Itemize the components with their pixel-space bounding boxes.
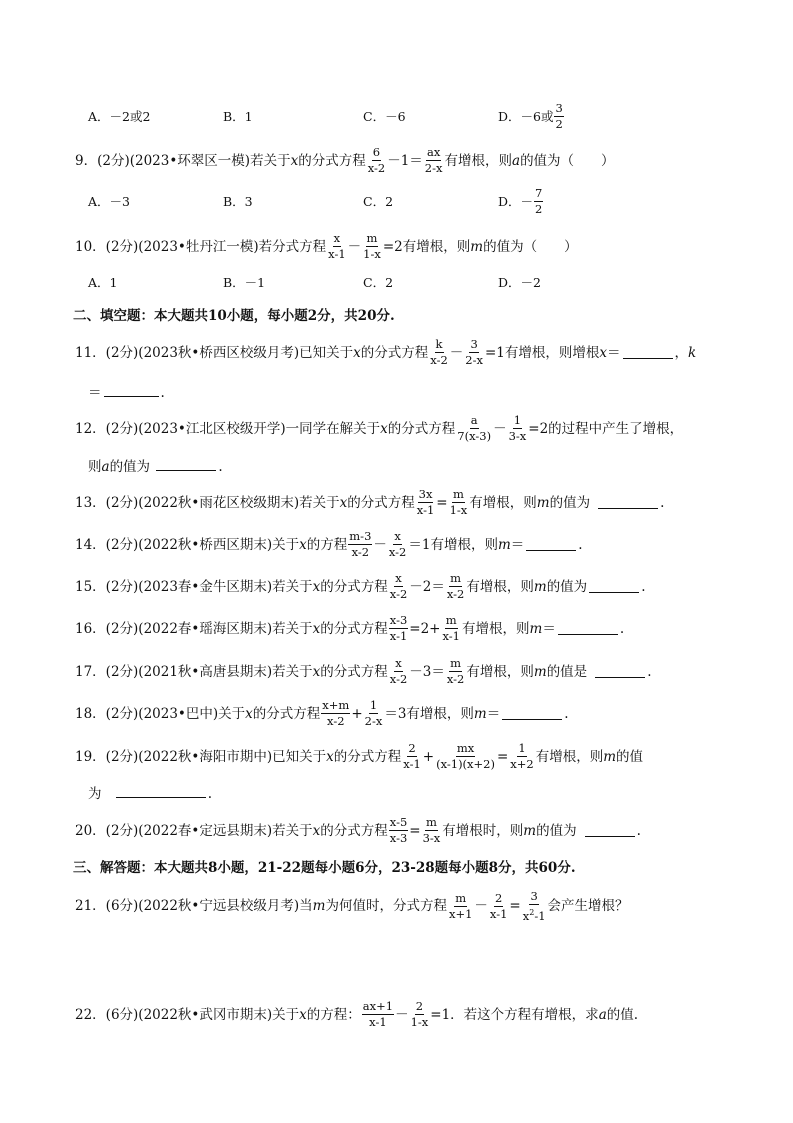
- q11-var3: k: [688, 344, 697, 361]
- question-17: [75, 657, 753, 686]
- q10-op: －: [347, 238, 362, 255]
- den-tail: -1: [534, 908, 546, 923]
- q17-end: .: [647, 663, 652, 680]
- q13-var2: m: [536, 494, 550, 511]
- fraction-denominator: 3-x: [508, 429, 527, 443]
- q20-suffix2: 的值为: [536, 822, 577, 839]
- fraction-denominator: 2-x: [364, 714, 383, 728]
- section-2-heading: 二、填空题：本大题共10小题，每小题2分，共20分.: [73, 308, 395, 324]
- q22-fraction-1: [362, 1000, 394, 1029]
- q12-prefix: 12．(2分)(2023•江北区校级开学)一同学在解关于: [75, 420, 381, 437]
- q16-fraction-1: [389, 614, 409, 643]
- fraction-numerator: x-3: [389, 613, 408, 627]
- q11-eq: ＝: [607, 344, 621, 361]
- q12-cont-prefix: 则: [88, 459, 102, 475]
- fraction-denominator: x-2: [389, 672, 408, 686]
- q19-end: .: [207, 786, 213, 802]
- fraction-numerator: m: [452, 487, 464, 501]
- q10-options: [88, 264, 728, 300]
- q20-fraction-2: [422, 816, 442, 845]
- fraction-denominator: 2: [535, 201, 543, 216]
- fraction-numerator: 3: [470, 337, 478, 351]
- q22-fraction-2: [410, 1000, 430, 1029]
- q12-continuation: [88, 455, 223, 475]
- answer-blank[interactable]: [585, 824, 635, 837]
- answer-blank[interactable]: [116, 785, 206, 798]
- q14-fraction-1: [348, 530, 372, 559]
- fraction-numerator: k: [435, 337, 443, 351]
- section-3-heading: 三、解答题：本大题共8小题，21-22题每小题6分，23-28题每小题8分，共60分.: [73, 860, 576, 876]
- fraction-numerator: 1: [518, 741, 526, 755]
- q8-option-d: [498, 98, 565, 134]
- answer-blank[interactable]: [598, 496, 658, 509]
- question-19: [75, 742, 753, 771]
- q20-var2: m: [523, 822, 537, 839]
- q21-prefix: 21．(6分)(2022秋•宁远县校级月考)当: [75, 898, 313, 915]
- fraction-numerator: 1: [369, 698, 378, 712]
- fraction-numerator: 2: [408, 741, 416, 755]
- q15-fraction-2: [446, 572, 466, 601]
- fraction-numerator: mx: [456, 741, 475, 755]
- q8-options: [88, 98, 728, 134]
- fraction-denominator: 2-x: [424, 161, 443, 175]
- q8-option-c: C．－6: [363, 109, 406, 124]
- fraction-numerator: x: [395, 656, 402, 670]
- question-22: [75, 1000, 753, 1029]
- q21-mid: 为何值时，分式方程: [325, 898, 447, 915]
- fraction-denominator: x-2: [327, 714, 345, 728]
- q12-op: －: [493, 420, 507, 437]
- q20-var: x: [312, 822, 321, 839]
- q11-prefix: 11．(2分)(2023秋•桥西区校级月考)已知关于: [75, 344, 354, 361]
- q9-var2: a: [512, 152, 521, 169]
- fraction-numerator: m-3: [349, 529, 372, 543]
- q19-var: x: [326, 748, 334, 765]
- q13-end: .: [660, 494, 665, 511]
- fraction-denominator: x-1: [369, 1015, 387, 1029]
- q20-prefix: 20．(2分)(2022春•定远县期末)若关于: [75, 822, 313, 839]
- q18-var: x: [245, 705, 253, 722]
- q10-option-d: D．－2: [498, 275, 541, 290]
- q17-op: －3＝: [409, 663, 445, 680]
- fraction-denominator: 1-x: [410, 1015, 429, 1029]
- fraction-denominator: x-1: [442, 629, 460, 643]
- den-base: x: [522, 908, 530, 923]
- q12-var2: a: [101, 459, 110, 475]
- q19-op2: =: [496, 748, 509, 765]
- fraction-numerator: 7: [535, 185, 543, 200]
- q22-suffix2: 的值.: [606, 1006, 639, 1023]
- q17-var: x: [312, 663, 321, 680]
- q19-suffix1: 有增根，则: [535, 748, 604, 765]
- q10-option-b: B．－1: [223, 275, 266, 290]
- fraction-denominator: x-2: [367, 161, 386, 175]
- q13-op: =: [436, 494, 448, 511]
- q8-option-d-fraction: [554, 102, 563, 131]
- q9-options: [88, 183, 728, 219]
- q11-op: －: [449, 344, 464, 361]
- q13-fraction-2: [449, 488, 469, 517]
- q9-suffix1: 有增根，则: [444, 152, 512, 169]
- q13-fraction-1: [416, 488, 436, 517]
- q9-var: x: [290, 152, 299, 169]
- q14-suffix2: ＝: [510, 536, 525, 553]
- answer-blank[interactable]: [526, 538, 576, 551]
- q15-prefix: 15．(2分)(2023春•金牛区期末)若关于: [75, 578, 313, 595]
- q21-fraction-3: [522, 890, 547, 923]
- q8-option-d-text: D．－6或: [498, 109, 554, 124]
- question-11: [75, 338, 753, 367]
- fraction-denominator: [522, 905, 547, 923]
- fraction-denominator: 1-x: [363, 247, 381, 261]
- q11-fraction-2: [464, 338, 484, 367]
- q11-suffix: =1有增根，则增根: [484, 344, 600, 361]
- q17-fraction-2: [446, 657, 466, 686]
- fraction-denominator: x-2: [351, 545, 370, 559]
- q10-var: m: [470, 238, 484, 255]
- fraction-denominator: x-2: [388, 545, 407, 559]
- q11-continuation: [88, 381, 165, 401]
- q10-option-a: A．1: [88, 275, 118, 290]
- question-13: [75, 488, 753, 517]
- q21-suffix: 会产生增根？: [547, 898, 629, 915]
- q19-var2: m: [603, 748, 617, 765]
- q20-end: .: [636, 822, 641, 839]
- q11-mid: 的分式方程: [360, 344, 429, 361]
- answer-blank[interactable]: [623, 346, 673, 359]
- q19-op1: +: [422, 748, 435, 765]
- q11-cont-eq: ＝: [88, 385, 102, 401]
- q13-var: x: [339, 494, 348, 511]
- fraction-numerator: x: [395, 571, 402, 585]
- q11-var2: x: [599, 344, 608, 361]
- q22-var: x: [299, 1006, 307, 1023]
- q10-fraction-1: [327, 232, 347, 261]
- q19-prefix: 19．(2分)(2022秋•海阳市期中)已知关于: [75, 748, 327, 765]
- q19-fraction-3: [509, 742, 534, 771]
- fraction-numerator: a: [470, 413, 478, 427]
- fraction-denominator: x-2: [389, 587, 408, 601]
- q9-option-c: C．2: [363, 194, 394, 209]
- q14-suffix1: ＝1有增根，则: [408, 536, 498, 553]
- fraction-numerator: x-5: [389, 815, 408, 829]
- q14-mid: 的方程: [306, 536, 348, 553]
- fraction-numerator: x: [333, 231, 341, 245]
- q21-fraction-2: [489, 892, 509, 921]
- q9-option-d-fraction: [534, 187, 543, 216]
- q17-var2: m: [533, 663, 547, 680]
- q16-suffix1: 有增根，则: [462, 620, 530, 637]
- q18-prefix: 18．(2分)(2023•巴中)关于: [75, 705, 246, 722]
- question-21: [75, 890, 753, 923]
- q15-fraction-1: [389, 572, 409, 601]
- fraction-denominator: x-1: [403, 757, 421, 771]
- fraction-denominator: x-1: [416, 503, 435, 517]
- q16-var: x: [312, 620, 321, 637]
- q12-cont-suffix: 的值为: [109, 459, 151, 475]
- q9-mid: 的分式方程: [298, 152, 366, 169]
- q10-option-c: C．2: [363, 275, 394, 290]
- q8-option-a: A．－2或2: [88, 109, 151, 124]
- q20-op: =: [409, 822, 421, 839]
- q16-var2: m: [529, 620, 543, 637]
- q10-prefix: 10．(2分)(2023•牡丹江一模)若分式方程: [75, 238, 327, 255]
- q20-fraction-1: [389, 816, 409, 845]
- q14-end: .: [578, 536, 583, 553]
- q8-option-b: B．1: [223, 109, 253, 124]
- fraction-numerator: 2: [415, 999, 424, 1013]
- q11-end: .: [160, 385, 165, 401]
- fraction-numerator: 6: [372, 145, 381, 159]
- q18-suffix2: ＝: [486, 705, 501, 722]
- q9-option-d-text: D．－: [498, 194, 534, 209]
- q9-fraction-1: [367, 146, 387, 175]
- q11-sep: ，: [674, 344, 689, 361]
- fraction-denominator: x-1: [328, 247, 346, 261]
- fraction-denominator: x-2: [446, 672, 465, 686]
- q15-op: －2＝: [409, 578, 445, 595]
- q13-suffix1: 有增根，则: [469, 494, 537, 511]
- q17-suffix2: 的值是: [546, 663, 588, 680]
- q18-op: +: [351, 705, 363, 722]
- q16-prefix: 16．(2分)(2022春•瑶海区期末)若关于: [75, 620, 313, 637]
- q9-prefix: 9．(2分)(2023•环翠区一模)若关于: [75, 152, 291, 169]
- fraction-denominator: 2-x: [465, 353, 483, 367]
- q22-suffix1: =1．若这个方程有增根，求: [430, 1006, 599, 1023]
- q19-suffix2: 的值: [616, 748, 644, 765]
- question-15: [75, 572, 753, 601]
- fraction-denominator: x+2: [510, 757, 534, 771]
- q17-suffix1: 有增根，则: [466, 663, 534, 680]
- q9-suffix2: 的值为（ ）: [520, 152, 615, 169]
- fraction-denominator: x+1: [448, 906, 473, 921]
- q14-var2: m: [497, 536, 511, 553]
- answer-blank[interactable]: [502, 707, 562, 720]
- q22-var2: a: [598, 1006, 607, 1023]
- q9-option-d: [498, 183, 544, 219]
- q20-mid: 的分式方程: [320, 822, 388, 839]
- q14-prefix: 14．(2分)(2022秋•桥西区期末)关于: [75, 536, 300, 553]
- q21-op1: －: [474, 898, 488, 915]
- fraction-numerator: m: [450, 656, 462, 670]
- q22-mid: 的方程：: [306, 1006, 361, 1023]
- q15-mid: 的分式方程: [320, 578, 388, 595]
- q12-fraction-1: [456, 414, 492, 443]
- fraction-numerator: 3: [555, 100, 563, 115]
- q18-var2: m: [473, 705, 487, 722]
- answer-blank[interactable]: [589, 580, 639, 593]
- q14-op: －: [373, 536, 387, 553]
- den-exponent: 2: [529, 908, 535, 917]
- q13-suffix2: 的值为: [549, 494, 591, 511]
- q17-prefix: 17．(2分)(2021秋•高唐县期末)若关于: [75, 663, 313, 680]
- fraction-numerator: m: [455, 890, 467, 905]
- q18-suffix1: ＝3有增根，则: [384, 705, 474, 722]
- q18-fraction-2: [364, 699, 384, 728]
- q15-end: .: [641, 578, 646, 595]
- q22-op: －: [395, 1006, 409, 1023]
- answer-blank[interactable]: [156, 458, 216, 471]
- fraction-numerator: 1: [513, 413, 522, 427]
- q17-fraction-1: [389, 657, 409, 686]
- fraction-denominator: 2: [555, 116, 563, 131]
- q16-op: =2+: [409, 620, 441, 637]
- q19-cont-prefix: 为: [88, 786, 102, 802]
- q12-end: .: [218, 459, 223, 475]
- q19-continuation: [88, 782, 212, 802]
- fraction-numerator: x+m: [322, 698, 350, 712]
- answer-blank[interactable]: [558, 622, 618, 635]
- fraction-numerator: ax+1: [362, 999, 394, 1013]
- fraction-denominator: x-3: [389, 831, 408, 845]
- q21-op2: =: [509, 898, 521, 915]
- fraction-denominator: x-1: [489, 906, 508, 921]
- q15-suffix1: 有增根，则: [466, 578, 534, 595]
- question-9: [75, 146, 753, 175]
- q10-fraction-2: [362, 232, 382, 261]
- q13-mid: 的分式方程: [347, 494, 415, 511]
- q16-fraction-2: [442, 614, 462, 643]
- fraction-denominator: 3-x: [422, 831, 441, 845]
- q14-fraction-2: [388, 530, 408, 559]
- question-10: [75, 232, 753, 261]
- q9-fraction-2: [424, 146, 444, 175]
- q10-suffix2: 的值为（ ）: [483, 238, 578, 255]
- fraction-numerator: m: [450, 571, 462, 585]
- q9-minus1: －1＝: [387, 152, 423, 169]
- answer-blank[interactable]: [104, 384, 159, 397]
- question-20: [75, 816, 753, 845]
- fraction-numerator: 3x: [418, 487, 433, 501]
- q16-suffix2: ＝: [542, 620, 556, 637]
- q9-option-b: B．3: [223, 194, 253, 209]
- question-14: [75, 530, 753, 559]
- q18-end: .: [564, 705, 569, 722]
- answer-blank[interactable]: [595, 665, 645, 678]
- q11-var: x: [353, 344, 361, 361]
- question-12: [75, 414, 753, 443]
- fraction-numerator: ax: [426, 145, 441, 159]
- q18-mid: 的分式方程: [252, 705, 321, 722]
- question-16: [75, 614, 753, 643]
- q12-fraction-2: [508, 414, 528, 443]
- fraction-denominator: (x-1)(x+2): [436, 757, 495, 771]
- q13-prefix: 13．(2分)(2022秋•雨花区校级期末)若关于: [75, 494, 340, 511]
- q16-mid: 的分式方程: [320, 620, 388, 637]
- fraction-numerator: m: [445, 613, 457, 627]
- fraction-numerator: x: [394, 529, 401, 543]
- q19-fraction-1: [402, 742, 422, 771]
- q19-fraction-2: [435, 742, 496, 771]
- fraction-numerator: m: [425, 815, 437, 829]
- q22-prefix: 22．(6分)(2022秋•武冈市期末)关于: [75, 1006, 300, 1023]
- q21-fraction-1: [448, 892, 473, 921]
- fraction-numerator: m: [366, 231, 378, 245]
- fraction-denominator: x-2: [430, 353, 448, 367]
- q10-suffix1: =2有增根，则: [382, 238, 471, 255]
- fraction-denominator: x-2: [446, 587, 465, 601]
- q21-var: m: [312, 898, 326, 915]
- fraction-denominator: x-1: [389, 629, 408, 643]
- q12-var: x: [380, 420, 388, 437]
- q9-option-a: A．－3: [88, 194, 130, 209]
- q12-mid: 的分式方程: [387, 420, 456, 437]
- fraction-numerator: 2: [495, 890, 503, 905]
- q11-fraction-1: [429, 338, 449, 367]
- q20-suffix1: 有增根时，则: [442, 822, 524, 839]
- q14-var: x: [299, 536, 307, 553]
- fraction-denominator: 1-x: [449, 503, 468, 517]
- q15-suffix2: 的值为: [546, 578, 588, 595]
- q18-fraction-1: [321, 699, 350, 728]
- q15-var: x: [312, 578, 321, 595]
- q12-suffix: =2的过程中产生了增根，: [528, 420, 684, 437]
- q19-mid: 的分式方程: [333, 748, 402, 765]
- fraction-denominator: 7(x-3): [457, 429, 492, 443]
- question-18: [75, 699, 753, 728]
- fraction-numerator: 3: [530, 889, 538, 903]
- q16-end: .: [619, 620, 625, 637]
- q17-mid: 的分式方程: [320, 663, 388, 680]
- q15-var2: m: [533, 578, 547, 595]
